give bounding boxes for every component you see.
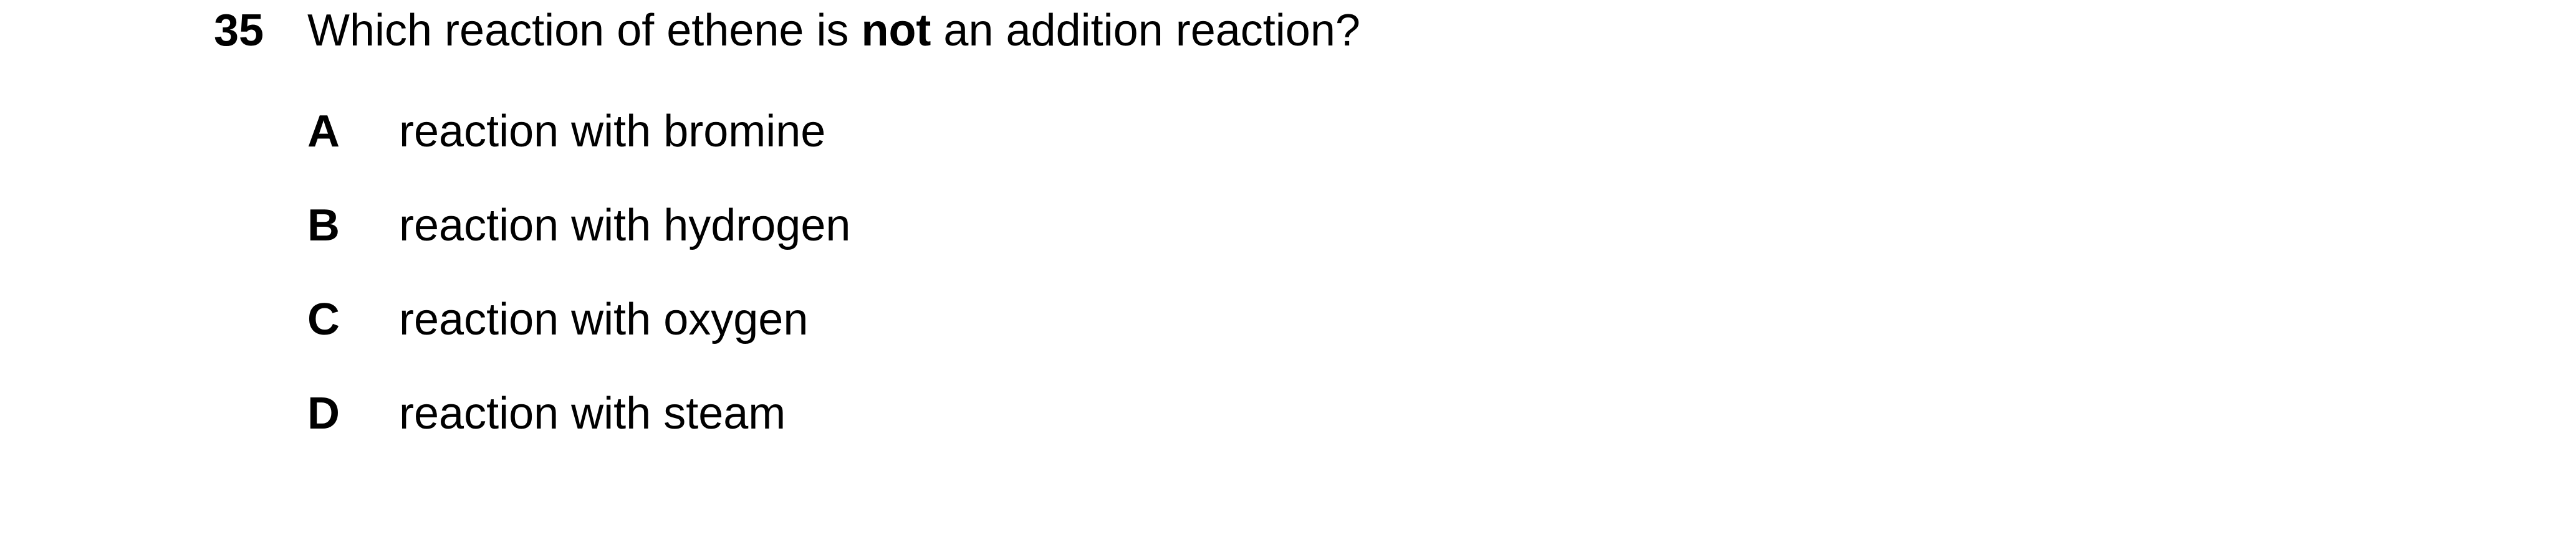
option-letter: A: [307, 107, 340, 156]
question-stem: [307, 2, 1360, 59]
option-text: reaction with bromine: [399, 107, 826, 156]
option-text: reaction with steam: [399, 389, 786, 439]
option-text: reaction with oxygen: [399, 295, 809, 344]
option-letter: C: [307, 295, 340, 344]
question-stem-end: an addition reaction?: [931, 6, 1360, 55]
question-stem-emphasis: not: [861, 6, 931, 55]
question-stem-start: Which reaction of ethene is: [307, 6, 862, 55]
option-letter: D: [307, 389, 340, 439]
question-number: 35: [214, 6, 264, 55]
option-text: reaction with hydrogen: [399, 201, 851, 250]
option-letter: B: [307, 201, 340, 250]
